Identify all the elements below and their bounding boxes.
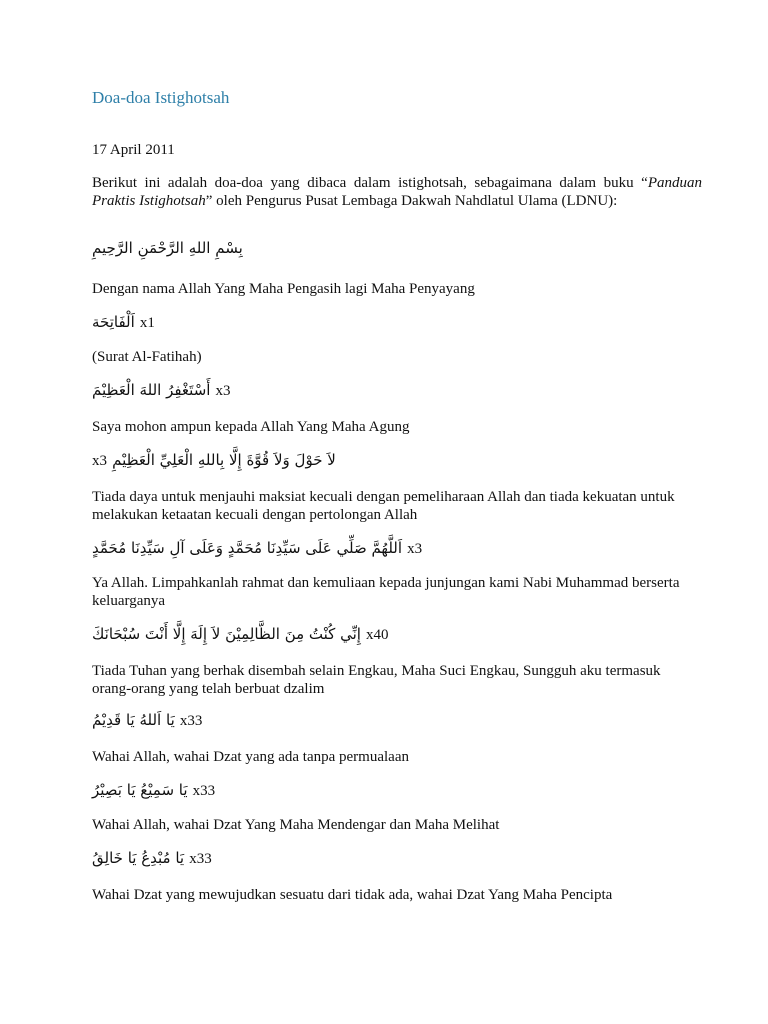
doa-count: x3: [407, 541, 423, 557]
intro-text-part2: ” oleh Pengurus Pusat Lembaga Dakwah Nahdlatul Ulama (LDNU):: [205, 193, 618, 209]
doa-translation: Tiada Tuhan yang berhak disembah selain Engkau, Maha Suci Engkau, Sungguh aku termasuk orang-orang yang telah berbuat dzalim: [92, 663, 661, 697]
doa-arabic-line: [92, 238, 243, 257]
doa-translation: Wahai Allah, wahai Dzat yang ada tanpa permualaan: [92, 749, 409, 765]
doa-arabic-text: لاَ حَوْلَ وَلاَ قُوَّةَ إِلَّا بِاللهِ الْعَلِيِّ الْعَظِيْمِ: [112, 451, 336, 469]
intro-text-part1: Berikut ini adalah doa-doa yang dibaca dalam istighotsah, sebagaimana dalam buku “: [92, 175, 648, 191]
doa-translation: Ya Allah. Limpahkanlah rahmat dan kemuliaan kepada junjungan kami Nabi Muhammad berserta keluarganya: [92, 575, 680, 609]
doa-arabic-text: يَا مُبْدِعُ يَا خَالِقُ: [92, 849, 185, 867]
doa-translation: Wahai Dzat yang mewujudkan sesuatu dari tidak ada, wahai Dzat Yang Maha Pencipta: [92, 887, 613, 903]
doa-arabic-text: إِنِّي كُنْتُ مِنَ الظَّالِمِيْنَ لاَ إِلَهَ إِلَّا أَنْتَ سُبْحَانَكَ: [92, 625, 361, 643]
doa-count: x33: [192, 783, 216, 799]
doa-arabic-text: اَلْفَاتِحَة: [92, 313, 135, 331]
doa-count: x33: [179, 713, 203, 729]
doa-arabic-text: أَسْتَغْفِرُ اللهَ الْعَظِيْمَ: [92, 381, 211, 399]
doa-count: x3: [92, 453, 107, 469]
doa-count: x33: [189, 851, 212, 867]
doa-arabic-line: [92, 538, 422, 558]
doa-count: x3: [215, 383, 231, 399]
doa-translation: Tiada daya untuk menjauhi maksiat kecuali dengan pemeliharaan Allah dan tiada kekuatan untuk melakukan ketaatan kecuali dengan pertolongan Allah: [92, 489, 675, 523]
doa-arabic-line: [92, 780, 215, 800]
doa-arabic-text: اَللَّهُمَّ صَلِّي عَلَى سَيِّدِنَا مُحَمَّدٍ وَعَلَى آلِ سَيِّدِنَا مُحَمَّدٍ: [92, 539, 403, 557]
doa-translation: Wahai Allah, wahai Dzat Yang Maha Mendengar dan Maha Melihat: [92, 817, 500, 833]
doa-arabic-text: يَا سَمِيْعُ يَا بَصِيْرُ: [92, 781, 188, 799]
doa-arabic-line: [92, 624, 389, 644]
book-title: Panduan Praktis Istighotsah: [92, 175, 702, 209]
document-date: 17 April 2011: [92, 142, 175, 158]
doa-count: x1: [139, 315, 155, 331]
doa-arabic-line: [92, 710, 202, 730]
doa-count: x40: [366, 627, 389, 643]
intro-paragraph: [92, 174, 702, 210]
doa-arabic-line: [92, 312, 155, 332]
doa-arabic-line: [92, 380, 231, 400]
document-title: Doa-doa Istighotsah: [92, 88, 230, 107]
doa-arabic-line: [92, 848, 212, 868]
doa-translation: Saya mohon ampun kepada Allah Yang Maha Agung: [92, 419, 410, 435]
doa-translation: Dengan nama Allah Yang Maha Pengasih lagi Maha Penyayang: [92, 281, 475, 297]
doa-translation: (Surat Al-Fatihah): [92, 349, 202, 365]
doa-arabic-text: يَا اَللهُ يَا قَدِيْمُ: [92, 711, 175, 729]
doa-arabic-line: [92, 450, 336, 470]
doa-arabic-text: بِسْمِ اللهِ الرَّحْمَنِ الرَّحِيمِ: [92, 239, 243, 257]
